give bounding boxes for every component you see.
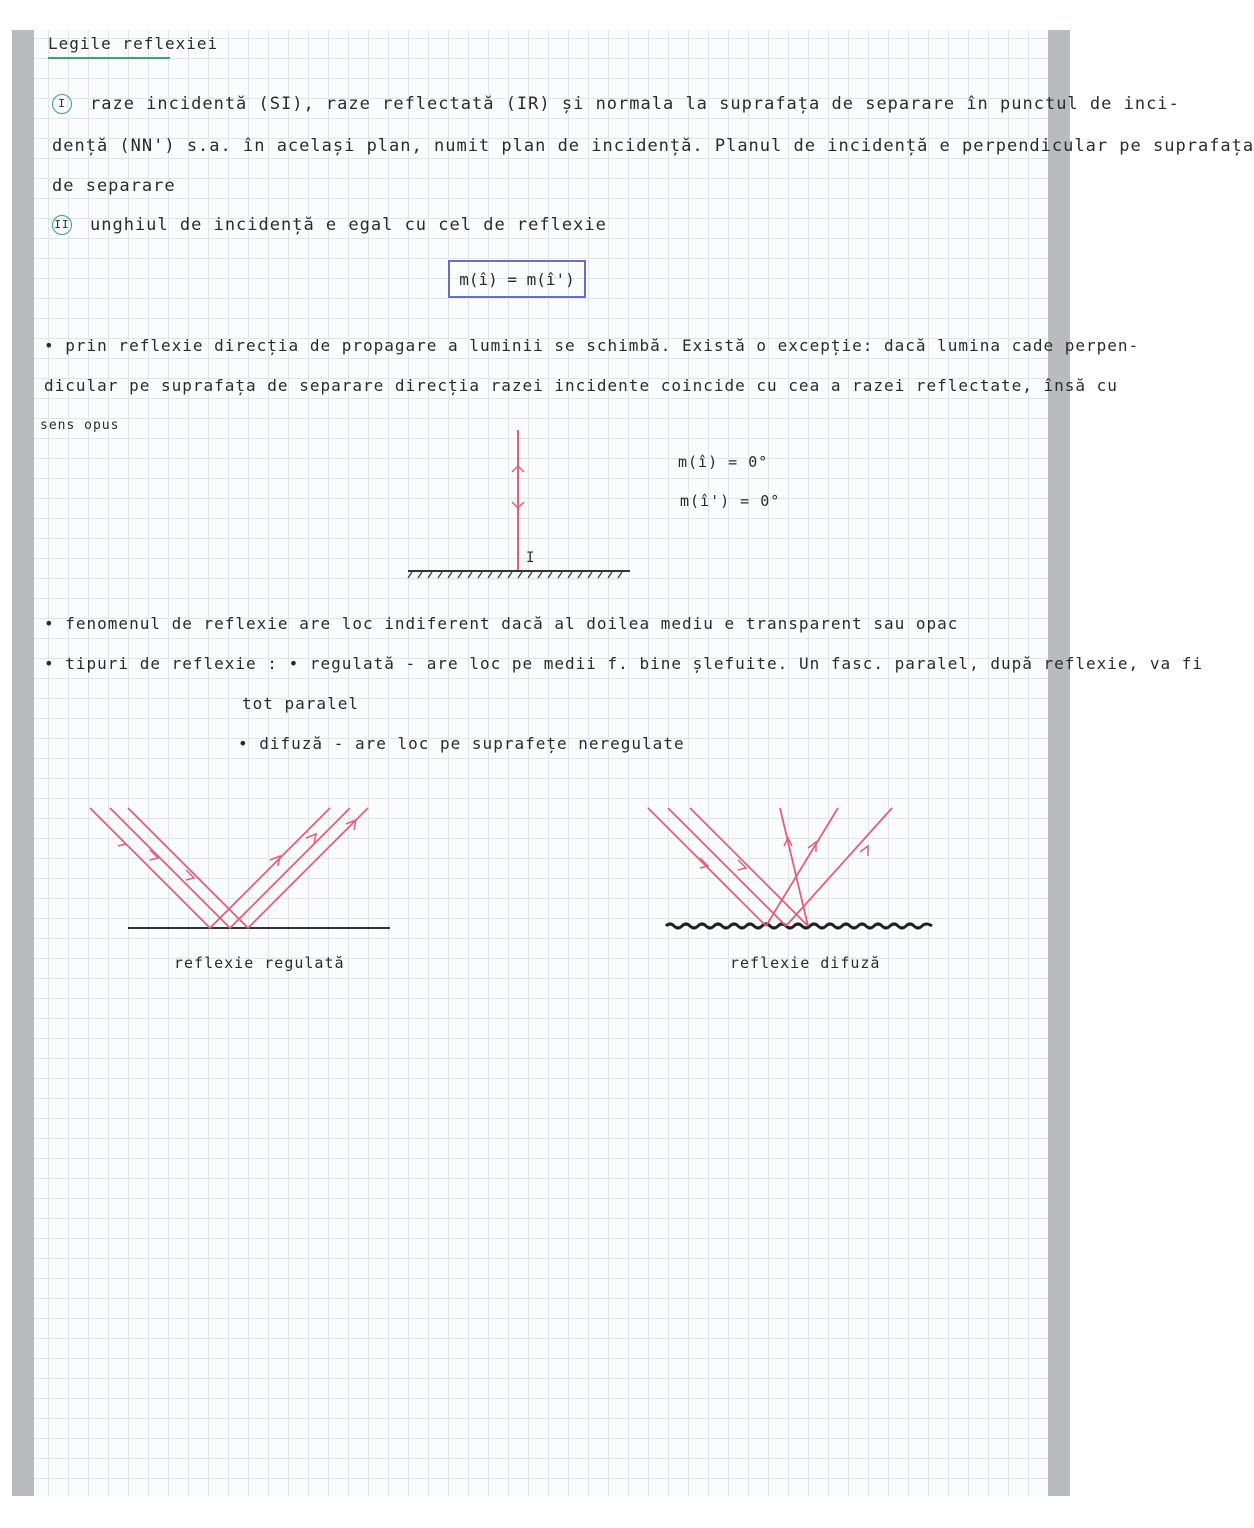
diffuse-reflected-3 (780, 808, 808, 926)
incidence-point-label: I (526, 550, 536, 566)
regulata-line-2: tot paralel (242, 694, 359, 713)
law-2-text: unghiul de incidență e egal cu cel de reflexie (90, 215, 607, 235)
caption-diffuse-reflection: reflexie difuză (730, 954, 881, 972)
tipuri-prefix: • tipuri de reflexie : (44, 654, 278, 673)
note-line-1: • prin reflexie direcția de propagare a luminii se schimbă. Există o excepție: dacă lumina cade perpen- (44, 336, 1140, 355)
note-line-2: dicular pe suprafața de separare direcția razei incidente coincide cu cea a razei reflectate, însă cu (44, 376, 1118, 395)
diffuse-reflection-diagram (648, 808, 932, 928)
regular-reflection-diagram (90, 808, 390, 928)
note-line-3: sens opus (40, 418, 120, 433)
angle-equation-1: m(î) = 0° (678, 453, 769, 471)
regulata-line-1: • regulată - are loc pe medii f. bine șlefuite. Un fasc. paralel, după reflexie, va fi (288, 654, 1203, 673)
page-title: Legile reflexiei (48, 34, 219, 53)
angle-equation-2: m(î') = 0° (680, 492, 781, 510)
law-1-text-1: raze incidentă (SI), raze reflectată (IR) și normala la suprafața de separare în punctul de inci- (90, 94, 1180, 114)
caption-regular-reflection: reflexie regulată (174, 954, 345, 972)
rough-surface (666, 924, 932, 928)
bullet-fenomen: • fenomenul de reflexie are loc indiferent dacă al doilea mediu e transparent sau opac (44, 614, 959, 633)
perpendicular-diagram (408, 430, 630, 578)
law-1-number: I (52, 94, 72, 114)
regular-ray-1 (90, 808, 330, 928)
formula-text: m(î) = m(î') (459, 269, 575, 289)
diffuse-incident-2 (668, 808, 786, 926)
law-1-line-3: de separare (52, 176, 176, 196)
law-2-number: II (52, 215, 72, 235)
mirror-hatching (408, 572, 622, 578)
law-1-line-2: dență (NN') s.a. în același plan, numit plan de incidență. Planul de incidență e perpendicular pe suprafața (52, 136, 1254, 156)
bullet-difuza: • difuză - are loc pe suprafețe neregulate (238, 734, 685, 753)
